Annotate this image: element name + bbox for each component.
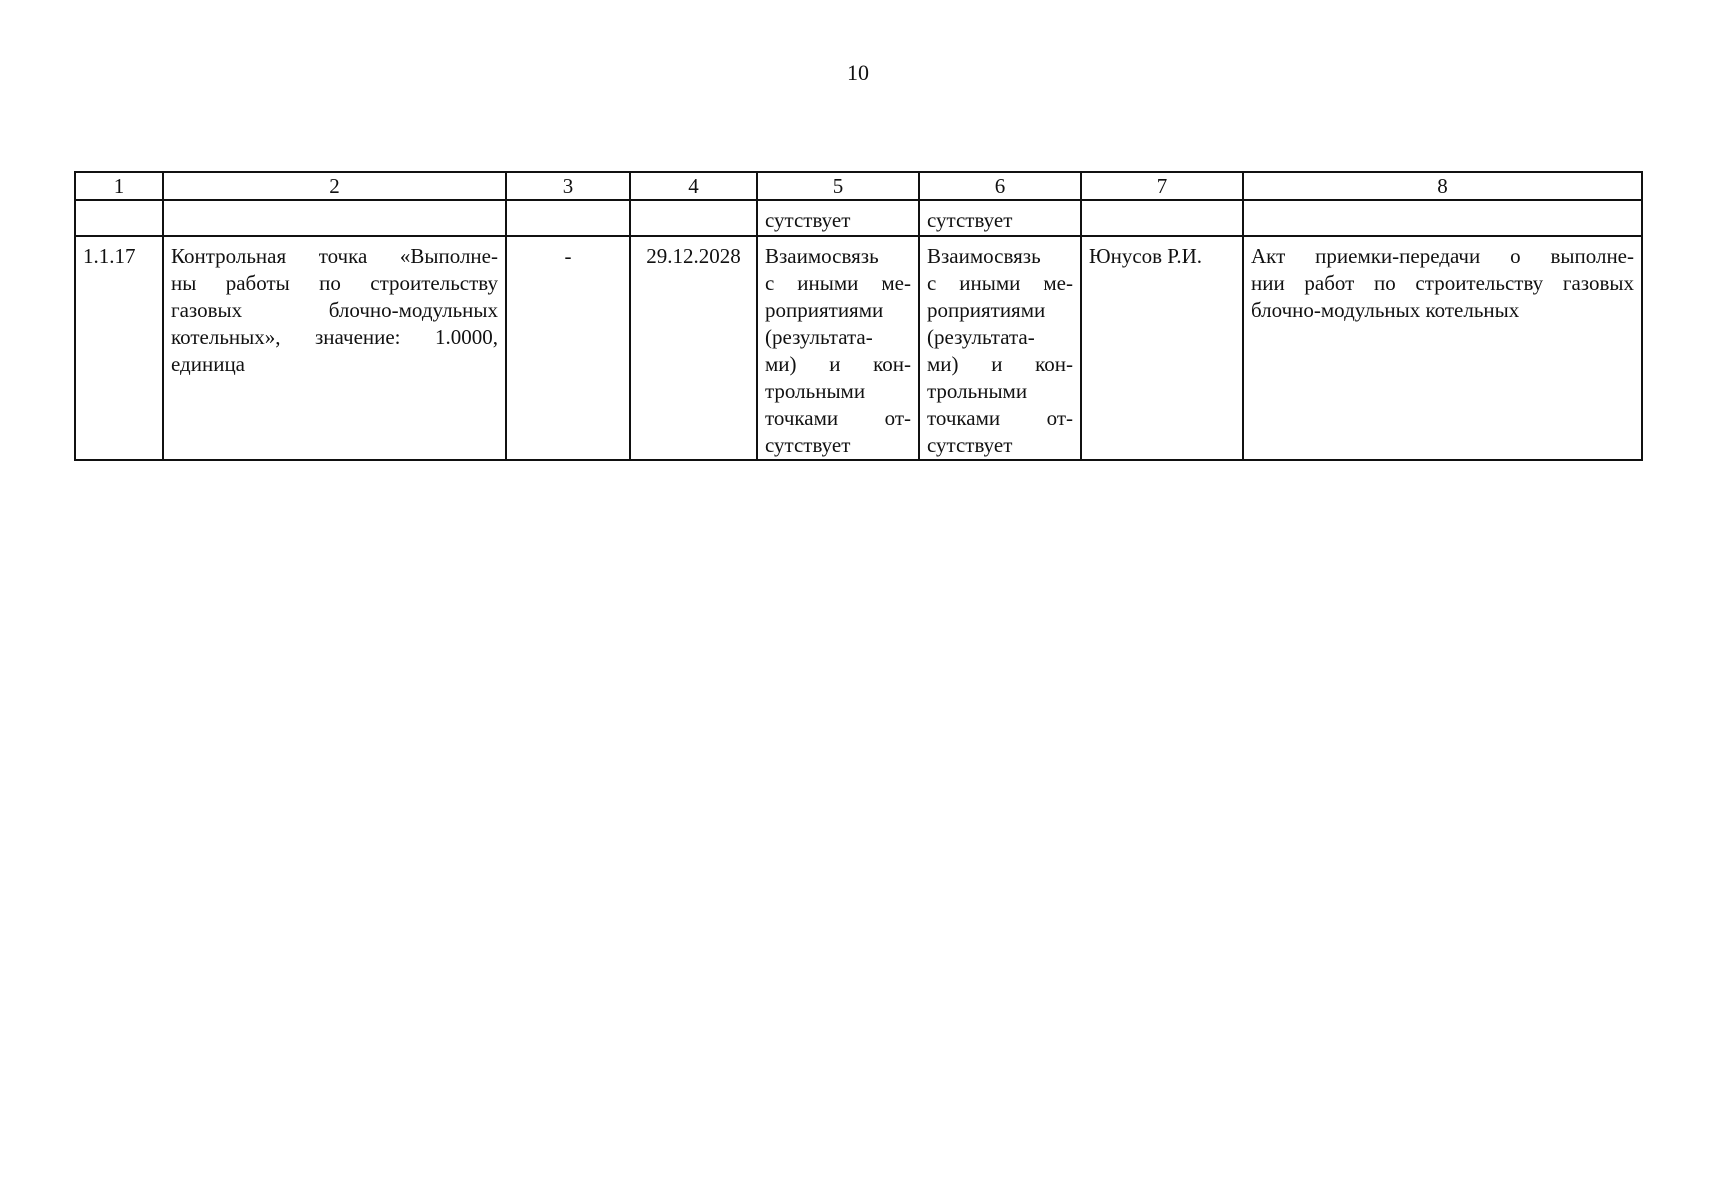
empty-cell — [163, 200, 506, 236]
empty-cell — [75, 200, 163, 236]
control-point-name — [163, 236, 506, 460]
text-line: трольными — [765, 379, 866, 403]
text-line: (результата- — [765, 325, 873, 349]
header-cell: 5 — [757, 172, 919, 200]
relation-col6 — [919, 236, 1081, 460]
text-line: ны работы по строительству — [171, 271, 498, 295]
text-line: (результата- — [927, 325, 1035, 349]
header-cell: 3 — [506, 172, 630, 200]
text-line: Акт приемки-передачи о выполне- — [1251, 244, 1634, 268]
responsible-person: Юнусов Р.И. — [1081, 236, 1243, 460]
table-row — [75, 236, 1642, 460]
header-cell: 4 — [630, 172, 757, 200]
empty-cell — [506, 200, 630, 236]
text-line: Взаимосвязь — [765, 244, 879, 268]
col3-value: - — [506, 236, 630, 460]
text-line: точками от- — [765, 406, 911, 430]
result-description — [1243, 236, 1642, 460]
text-line: роприятиями — [765, 298, 884, 322]
text-line: с иными ме- — [927, 271, 1073, 295]
text-line: роприятиями — [927, 298, 1046, 322]
data-table — [74, 171, 1643, 461]
text-line: Контрольная точка «Выполне- — [171, 244, 498, 268]
page-number: 10 — [847, 60, 869, 85]
header-cell: 1 — [75, 172, 163, 200]
text-line: точками от- — [927, 406, 1073, 430]
header-row — [75, 172, 1642, 200]
relation-col5 — [757, 236, 919, 460]
text-line: сутствует — [765, 433, 851, 457]
text-line: блочно-модульных котельных — [1251, 298, 1520, 322]
text-line: Взаимосвязь — [927, 244, 1041, 268]
continuation-col5: сутствует — [757, 200, 919, 236]
empty-cell — [630, 200, 757, 236]
header-cell: 8 — [1243, 172, 1642, 200]
header-cell: 6 — [919, 172, 1081, 200]
continuation-col6: сутствует — [919, 200, 1081, 236]
empty-cell — [1081, 200, 1243, 236]
row-number: 1.1.17 — [75, 236, 163, 460]
text-line: нии работ по строительству газовых — [1251, 271, 1634, 295]
empty-cell — [1243, 200, 1642, 236]
continuation-row — [75, 200, 1642, 236]
date-value: 29.12.2028 — [630, 236, 757, 460]
text-line: котельных», значение: 1.0000, — [171, 325, 498, 349]
header-cell: 2 — [163, 172, 506, 200]
header-cell: 7 — [1081, 172, 1243, 200]
text-line: газовых блочно-модульных — [171, 298, 498, 322]
text-line: с иными ме- — [765, 271, 911, 295]
text-line: сутствует — [927, 433, 1013, 457]
text-line: трольными — [927, 379, 1028, 403]
text-line: ми) и кон- — [927, 352, 1073, 376]
text-line: единица — [171, 352, 246, 376]
text-line: ми) и кон- — [765, 352, 911, 376]
